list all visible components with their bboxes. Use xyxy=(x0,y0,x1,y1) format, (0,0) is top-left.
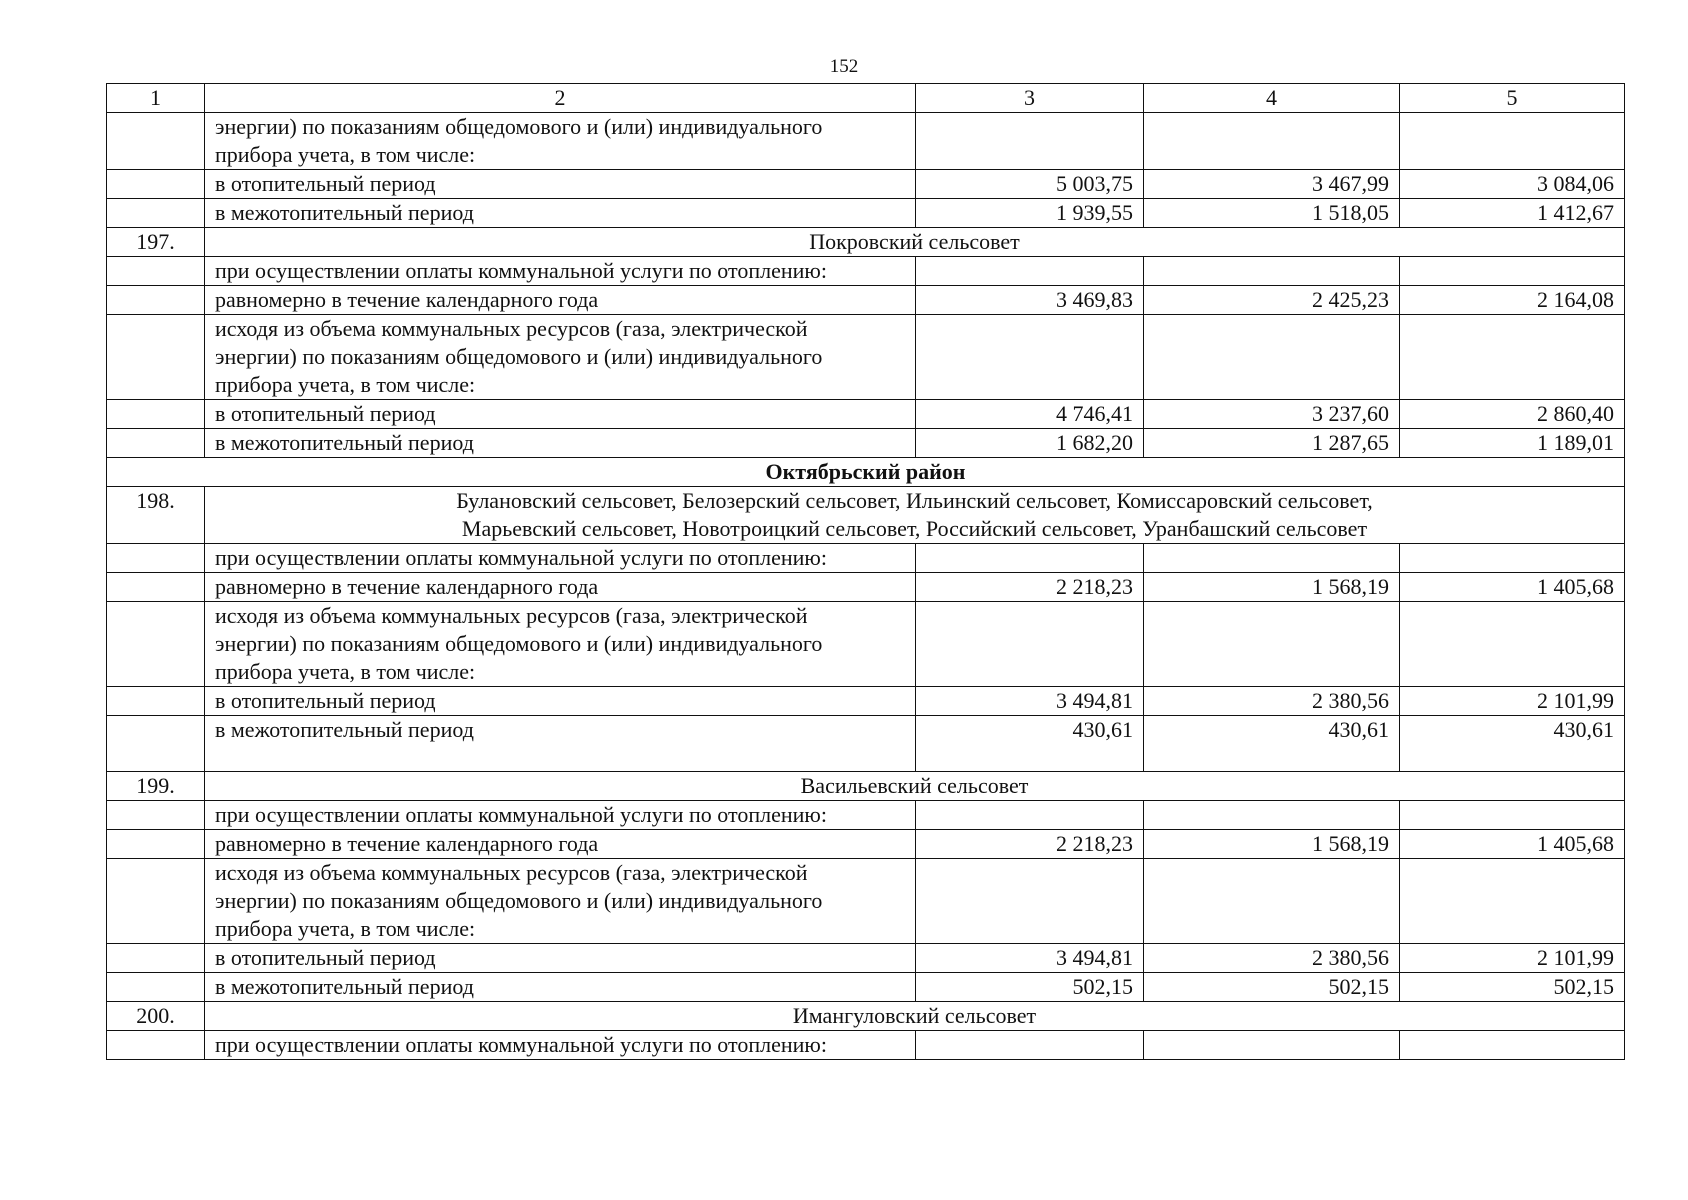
table-row xyxy=(107,830,1625,859)
column-number-3: 3 xyxy=(916,84,1144,113)
table-row xyxy=(107,257,1625,286)
row-description: в отопительный период xyxy=(205,400,916,429)
value-cell: 2 101,99 xyxy=(1400,687,1625,716)
table-row xyxy=(107,199,1625,228)
settlement-name: Булановский сельсовет, Белозерский сельсовет, Ильинский сельсовет, Комиссаровский сельсовет, Марьевский сельсовет, Новотроицкий сельсовет, Российский сельсовет, Уранбашский сельсовет xyxy=(205,487,1625,544)
settlement-row xyxy=(107,228,1625,257)
value-cell: 2 218,23 xyxy=(916,573,1144,602)
table-row xyxy=(107,1031,1625,1060)
row-description: в межотопительный период xyxy=(205,973,916,1002)
row-description: при осуществлении оплаты коммунальной услуги по отоплению: xyxy=(205,1031,916,1060)
value-cell: 430,61 xyxy=(1400,716,1625,772)
row-description: в межотопительный период xyxy=(205,716,916,772)
table-row xyxy=(107,429,1625,458)
table-row xyxy=(107,400,1625,429)
value-cell: 2 164,08 xyxy=(1400,286,1625,315)
table-row xyxy=(107,286,1625,315)
row-description: равномерно в течение календарного года xyxy=(205,286,916,315)
row-description: равномерно в течение календарного года xyxy=(205,573,916,602)
item-number: 197. xyxy=(107,228,205,257)
value-cell: 502,15 xyxy=(1144,973,1400,1002)
value-cell: 3 494,81 xyxy=(916,687,1144,716)
value-cell: 1 518,05 xyxy=(1144,199,1400,228)
table-row xyxy=(107,573,1625,602)
row-description: равномерно в течение календарного года xyxy=(205,830,916,859)
column-number-1: 1 xyxy=(107,84,205,113)
value-cell: 430,61 xyxy=(916,716,1144,772)
row-description: энергии) по показаниям общедомового и (или) индивидуального прибора учета, в том числе: xyxy=(205,113,916,170)
value-cell: 1 405,68 xyxy=(1400,830,1625,859)
settlement-name: Имангуловский сельсовет xyxy=(205,1002,1625,1031)
district-title: Октябрьский район xyxy=(107,458,1625,487)
table-row xyxy=(107,716,1625,772)
value-cell: 502,15 xyxy=(916,973,1144,1002)
settlement-row xyxy=(107,487,1625,544)
table-row xyxy=(107,602,1625,687)
table-row xyxy=(107,687,1625,716)
value-cell: 4 746,41 xyxy=(916,400,1144,429)
item-number: 199. xyxy=(107,772,205,801)
table-row xyxy=(107,859,1625,944)
row-description: при осуществлении оплаты коммунальной услуги по отоплению: xyxy=(205,257,916,286)
table-row xyxy=(107,944,1625,973)
value-cell: 430,61 xyxy=(1144,716,1400,772)
value-cell: 2 425,23 xyxy=(1144,286,1400,315)
column-number-row xyxy=(107,84,1625,113)
settlement-name: Васильевский сельсовет xyxy=(205,772,1625,801)
value-cell: 1 287,65 xyxy=(1144,429,1400,458)
value-cell: 3 469,83 xyxy=(916,286,1144,315)
table-row xyxy=(107,544,1625,573)
value-cell: 1 189,01 xyxy=(1400,429,1625,458)
page-number: 152 xyxy=(829,56,859,77)
row-description: в отопительный период xyxy=(205,944,916,973)
value-cell: 502,15 xyxy=(1400,973,1625,1002)
table-row xyxy=(107,801,1625,830)
row-description: в отопительный период xyxy=(205,687,916,716)
value-cell: 3 494,81 xyxy=(916,944,1144,973)
value-cell: 1 568,19 xyxy=(1144,573,1400,602)
settlement-name: Покровский сельсовет xyxy=(205,228,1625,257)
row-description: в межотопительный период xyxy=(205,199,916,228)
settlement-row xyxy=(107,772,1625,801)
column-number-2: 2 xyxy=(205,84,916,113)
district-row xyxy=(107,458,1625,487)
table-row xyxy=(107,973,1625,1002)
row-description: при осуществлении оплаты коммунальной услуги по отоплению: xyxy=(205,544,916,573)
settlement-row xyxy=(107,1002,1625,1031)
row-description: при осуществлении оплаты коммунальной услуги по отоплению: xyxy=(205,801,916,830)
value-cell: 3 467,99 xyxy=(1144,170,1400,199)
row-description: в межотопительный период xyxy=(205,429,916,458)
value-cell: 1 939,55 xyxy=(916,199,1144,228)
value-cell: 2 380,56 xyxy=(1144,944,1400,973)
value-cell: 5 003,75 xyxy=(916,170,1144,199)
value-cell: 1 405,68 xyxy=(1400,573,1625,602)
value-cell: 1 412,67 xyxy=(1400,199,1625,228)
value-cell: 3 237,60 xyxy=(1144,400,1400,429)
row-description: исходя из объема коммунальных ресурсов (газа, электрической энергии) по показаниям общедомового и (или) индивидуального прибора учета, в том числе: xyxy=(205,859,916,944)
value-cell: 2 860,40 xyxy=(1400,400,1625,429)
value-cell: 1 568,19 xyxy=(1144,830,1400,859)
column-number-5: 5 xyxy=(1400,84,1625,113)
row-description: исходя из объема коммунальных ресурсов (газа, электрической энергии) по показаниям общедомового и (или) индивидуального прибора учета, в том числе: xyxy=(205,602,916,687)
value-cell: 1 682,20 xyxy=(916,429,1144,458)
row-description: в отопительный период xyxy=(205,170,916,199)
table-row xyxy=(107,170,1625,199)
value-cell: 3 084,06 xyxy=(1400,170,1625,199)
table-row xyxy=(107,113,1625,170)
row-description: исходя из объема коммунальных ресурсов (газа, электрической энергии) по показаниям общедомового и (или) индивидуального прибора учета, в том числе: xyxy=(205,315,916,400)
item-number: 200. xyxy=(107,1002,205,1031)
value-cell: 2 218,23 xyxy=(916,830,1144,859)
tariff-table xyxy=(106,83,1625,1060)
table-row xyxy=(107,315,1625,400)
value-cell: 2 380,56 xyxy=(1144,687,1400,716)
value-cell: 2 101,99 xyxy=(1400,944,1625,973)
item-number: 198. xyxy=(107,487,205,544)
column-number-4: 4 xyxy=(1144,84,1400,113)
